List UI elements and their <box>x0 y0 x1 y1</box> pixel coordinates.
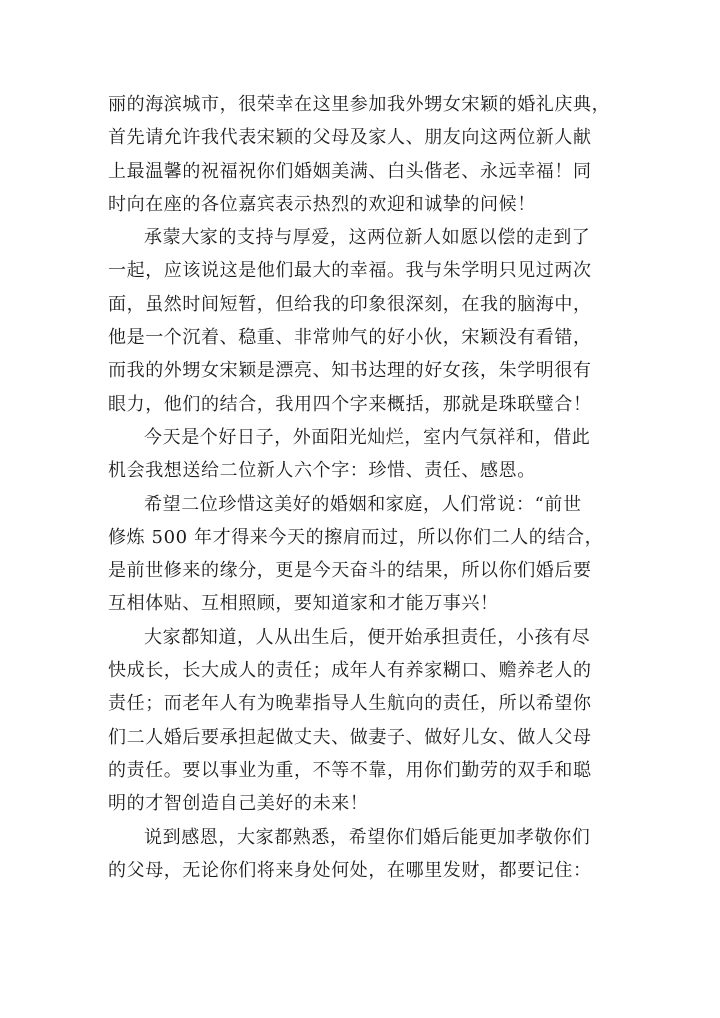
text-line: 们二人婚后要承担起做丈夫、做妻子、做好儿女、做人父母 <box>108 726 592 748</box>
text-line: 时向在座的各位嘉宾表示热烈的欢迎和诚挚的问候！ <box>108 193 536 215</box>
text-line: 而我的外甥女宋颖是漂亮、知书达理的好女孩，朱学明很有 <box>108 360 592 382</box>
text-line: 眼力，他们的结合，我用四个字来概括，那就是珠联璧合！ <box>108 393 592 415</box>
text-line: 的父母，无论你们将来身处何处，在哪里发财，都要记住： <box>108 859 592 881</box>
paragraph-first-line: 承蒙大家的支持与厚爱，这两位新人如愿以偿的走到了 <box>144 227 591 249</box>
text-line: 他是一个沉着、稳重、非常帅气的好小伙，宋颖没有看错， <box>108 327 592 349</box>
paragraph-first-line: 说到感恩，大家都熟悉，希望你们婚后能更加孝敬你们 <box>144 826 591 848</box>
text-line: 面，虽然时间短暂，但给我的印象很深刻，在我的脑海中， <box>108 293 592 315</box>
text-line: 机会我想送给二位新人六个字：珍惜、责任、感恩。 <box>108 460 536 482</box>
text-line: 一起，应该说这是他们最大的幸福。我与朱学明只见过两次 <box>108 260 592 282</box>
text-line: 丽的海滨城市，很荣幸在这里参加我外甥女宋颖的婚礼庆典， <box>108 94 611 115</box>
text-line: 修炼 500 年才得来今天的擦肩而过，所以你们二人的结合， <box>108 526 604 548</box>
paragraph-first-line: 希望二位珍惜这美好的婚姻和家庭，人们常说：“前世 <box>144 493 582 515</box>
text-line: 的责任。要以事业为重，不等不靠，用你们勤劳的双手和聪 <box>108 759 592 781</box>
text-line: 责任；而老年人有为晚辈指导人生航向的责任，所以希望你 <box>108 693 592 715</box>
text-line: 上最温馨的祝福祝你们婚姻美满、白头偕老、永远幸福！同 <box>108 160 592 182</box>
paragraph-first-line: 今天是个好日子，外面阳光灿烂，室内气氛祥和，借此 <box>144 426 591 448</box>
text-line: 快成长，长大成人的责任；成年人有养家糊口、赡养老人的 <box>108 660 592 682</box>
text-line: 互相体贴、互相照顾，要知道家和才能万事兴！ <box>108 593 499 615</box>
paragraph-first-line: 大家都知道，人从出生后，便开始承担责任，小孩有尽 <box>144 626 591 648</box>
text-line: 首先请允许我代表宋颖的父母及家人、朋友向这两位新人献 <box>108 127 592 149</box>
text-line: 明的才智创造自己美好的未来！ <box>108 793 369 815</box>
text-line: 是前世修来的缘分，更是今天奋斗的结果，所以你们婚后要 <box>108 560 592 582</box>
body-text <box>108 88 632 887</box>
